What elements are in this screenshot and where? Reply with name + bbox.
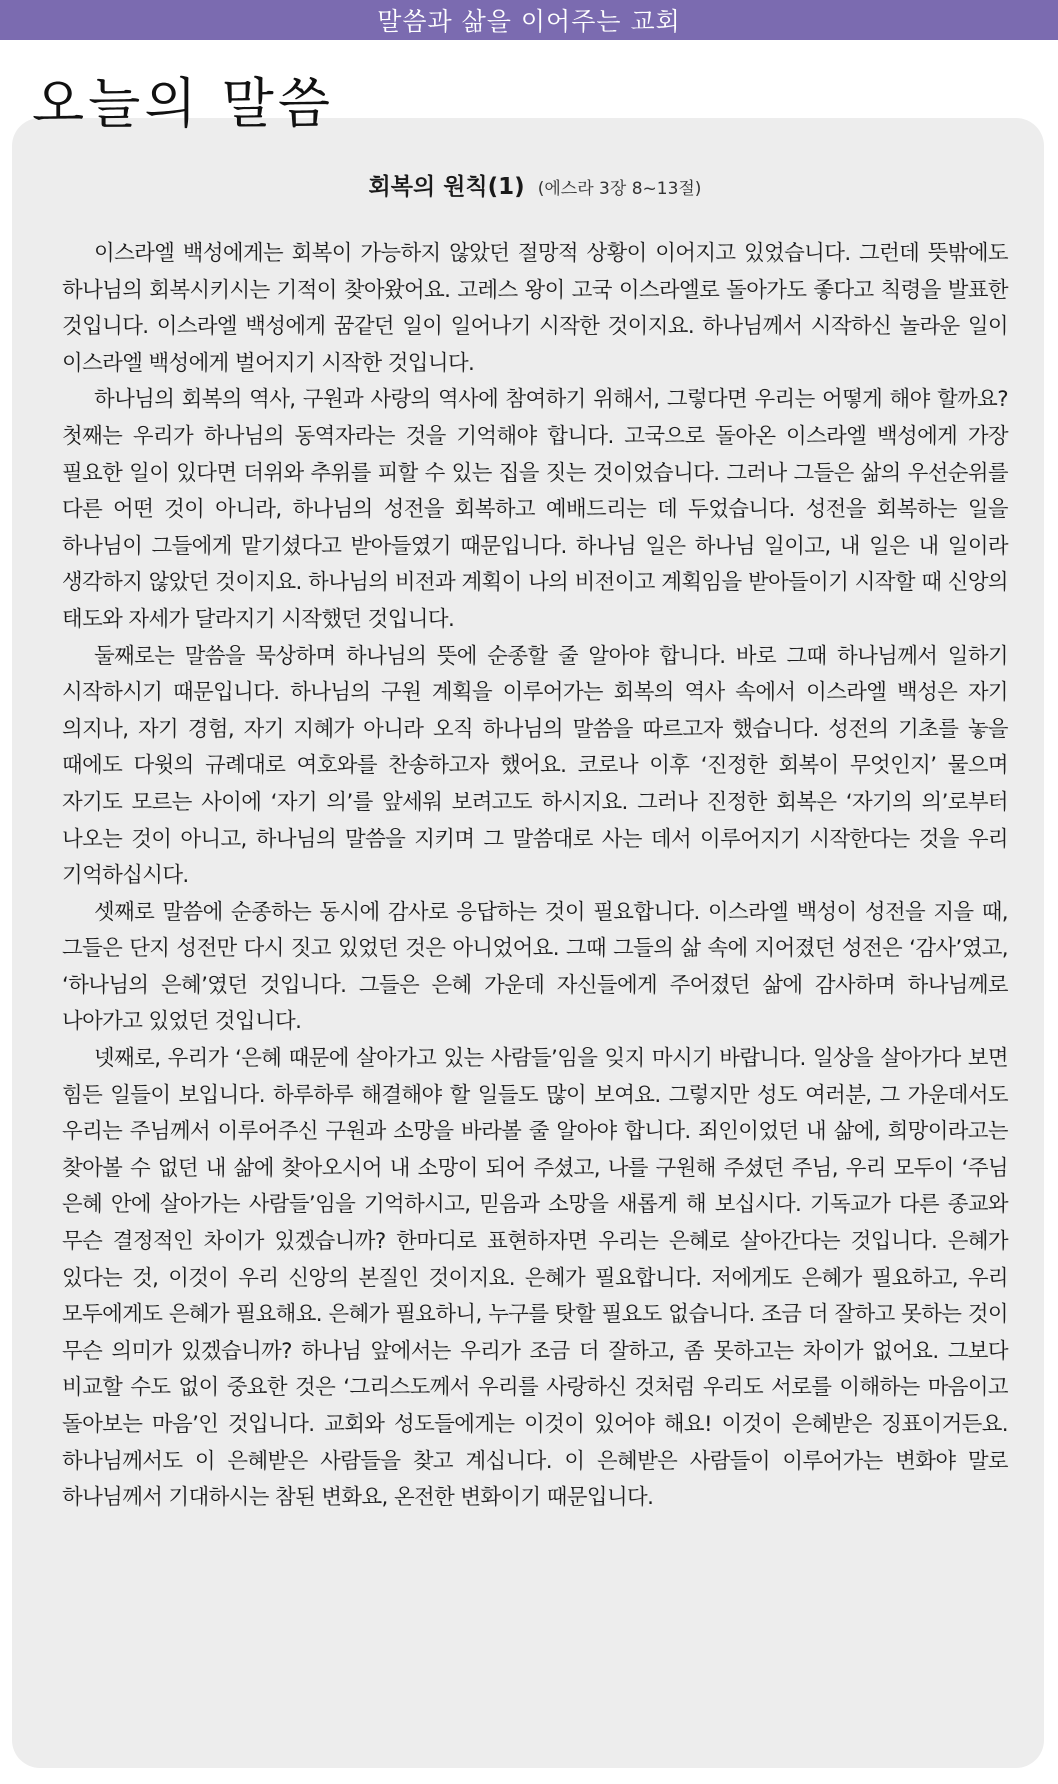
sermon-paragraph: 하나님의 회복의 역사, 구원과 사랑의 역사에 참여하기 위해서, 그렇다면 우리는 어떻게 해야 할까요? 첫째는 우리가 하나님의 동역자라는 것을 기억해야 합니다. 고국으로 돌아온 이스라엘 백성에게 가장 필요한 일이 있다면 더위와 추위를 피할 수 있는 집을 짓는 것이었습니다. 그러나 그들은 삶의 우선순위를 다른 어떤 것이 아니라, 하나님의 성전을 회복하고 예배드리는 데 두었습니다. 성전을 회복하는 일을 하나님이 그들에게 맡기셨다고 받아들였기 때문입니다. 하나님 일은 하나님 일이고, 내 일은 내 일이라 생각하지 않았던 것이지요. 하나님의 비전과 계획이 나의 비전이고 계획임을 받아들이기 시작할 때 신앙의 태도와 자세가 달라지기 시작했던 것입니다.	[62, 387, 1008, 632]
top-banner	[0, 0, 1058, 40]
sermon-title: 회복의 원칙(1)	[368, 174, 525, 200]
sermon-paragraph: 넷째로, 우리가 ‘은혜 때문에 살아가고 있는 사람들’임을 잊지 마시기 바랍니다. 일상을 살아가다 보면 힘든 일들이 보입니다. 하루하루 해결해야 할 일들도 많이 보여요. 그렇지만 성도 여러분, 그 가운데서도 우리는 주님께서 이루어주신 구원과 소망을 바라볼 줄 알아야 합니다. 죄인이었던 내 삶에, 희망이라고는 찾아볼 수 없던 내 삶에 찾아오시어 내 소망이 되어 주셨고, 나를 구원해 주셨던 주님, 우리 모두이 ‘주님 은혜 안에 살아가는 사람들’임을 기억하시고, 믿음과 소망을 새롭게 해 보십시다. 기독교가 다른 종교와 무슨 결정적인 차이가 있겠습니까? 한마디로 표현하자면 우리는 은혜로 살아간다는 것입니다. 은혜가 있다는 것, 이것이 우리 신앙의 본질인 것이지요. 은혜가 필요합니다. 저에게도 은혜가 필요하고, 우리 모두에게도 은혜가 필요해요. 은혜가 필요하니, 누구를 탓할 필요도 없습니다. 조금 더 잘하고 못하는 것이 무슨 의미가 있겠습니까? 하나님 앞에서는 우리가 조금 더 잘하고, 좀 못하고는 차이가 없어요. 그보다 비교할 수도 없이 중요한 것은 ‘그리스도께서 우리를 사랑하신 것처럼 우리도 서로를 이해하는 마음이고 돌아보는 마음’인 것입니다. 교회와 성도들에게는 이것이 있어야 해요! 이것이 은혜받은 징표이거든요. 하나님께서도 이 은혜받은 사람들을 찾고 계십니다. 이 은혜받은 사람들이 이루어가는 변화야 말로 하나님께서 기대하시는 참된 변화요, 온전한 변화이기 때문입니다.	[62, 1046, 1008, 1511]
sermon-heading	[62, 170, 1008, 206]
sermon-paragraph: 이스라엘 백성에게는 회복이 가능하지 않았던 절망적 상황이 이어지고 있었습니다. 그런데 뜻밖에도 하나님의 회복시키시는 기적이 찾아왔어요. 고레스 왕이 고국 이스라엘로 돌아가도 좋다고 칙령을 발표한 것입니다. 이스라엘 백성에게 꿈같던 일이 일어나기 시작한 것이지요. 하나님께서 시작하신 놀라운 일이 이스라엘 백성에게 벌어지기 시작한 것입니다.	[62, 241, 1008, 376]
page-title: 오늘의 말씀	[32, 72, 334, 135]
sermon-paragraph: 둘째로는 말씀을 묵상하며 하나님의 뜻에 순종할 줄 알아야 합니다. 바로 그때 하나님께서 일하기 시작하시기 때문입니다. 하나님의 구원 계획을 이루어가는 회복의 역사 속에서 이스라엘 백성은 자기 의지나, 자기 경험, 자기 지혜가 아니라 오직 하나님의 말씀을 따르고자 했습니다. 성전의 기초를 놓을 때에도 다윗의 규례대로 여호와를 찬송하고자 했어요. 코로나 이후 ‘진정한 회복이 무엇인지’ 물으며 자기도 모르는 사이에 ‘자기 의’를 앞세워 보려고도 하시지요. 그러나 진정한 회복은 ‘자기의 의’로부터 나오는 것이 아니고, 하나님의 말씀을 지키며 그 말씀대로 사는 데서 이루어지기 시작한다는 것을 우리 기억하십시다.	[62, 643, 1008, 889]
sermon-content-box	[12, 118, 1044, 1768]
sermon-body	[62, 236, 1008, 1517]
scripture-reference: (에스라 3장 8~13절)	[537, 179, 702, 199]
banner-text: 말씀과 삶을 이어주는 교회	[377, 7, 681, 36]
sermon-paragraph: 셋째로 말씀에 순종하는 동시에 감사로 응답하는 것이 필요합니다. 이스라엘 백성이 성전을 지을 때, 그들은 단지 성전만 다시 짓고 있었던 것은 아니었어요. 그때 그들의 삶 속에 지어졌던 성전은 ‘감사’였고, ‘하나님의 은혜’였던 것입니다. 그들은 은혜 가운데 자신들에게 주어졌던 삶에 감사하며 하나님께로 나아가고 있었던 것입니다.	[62, 899, 1008, 1035]
